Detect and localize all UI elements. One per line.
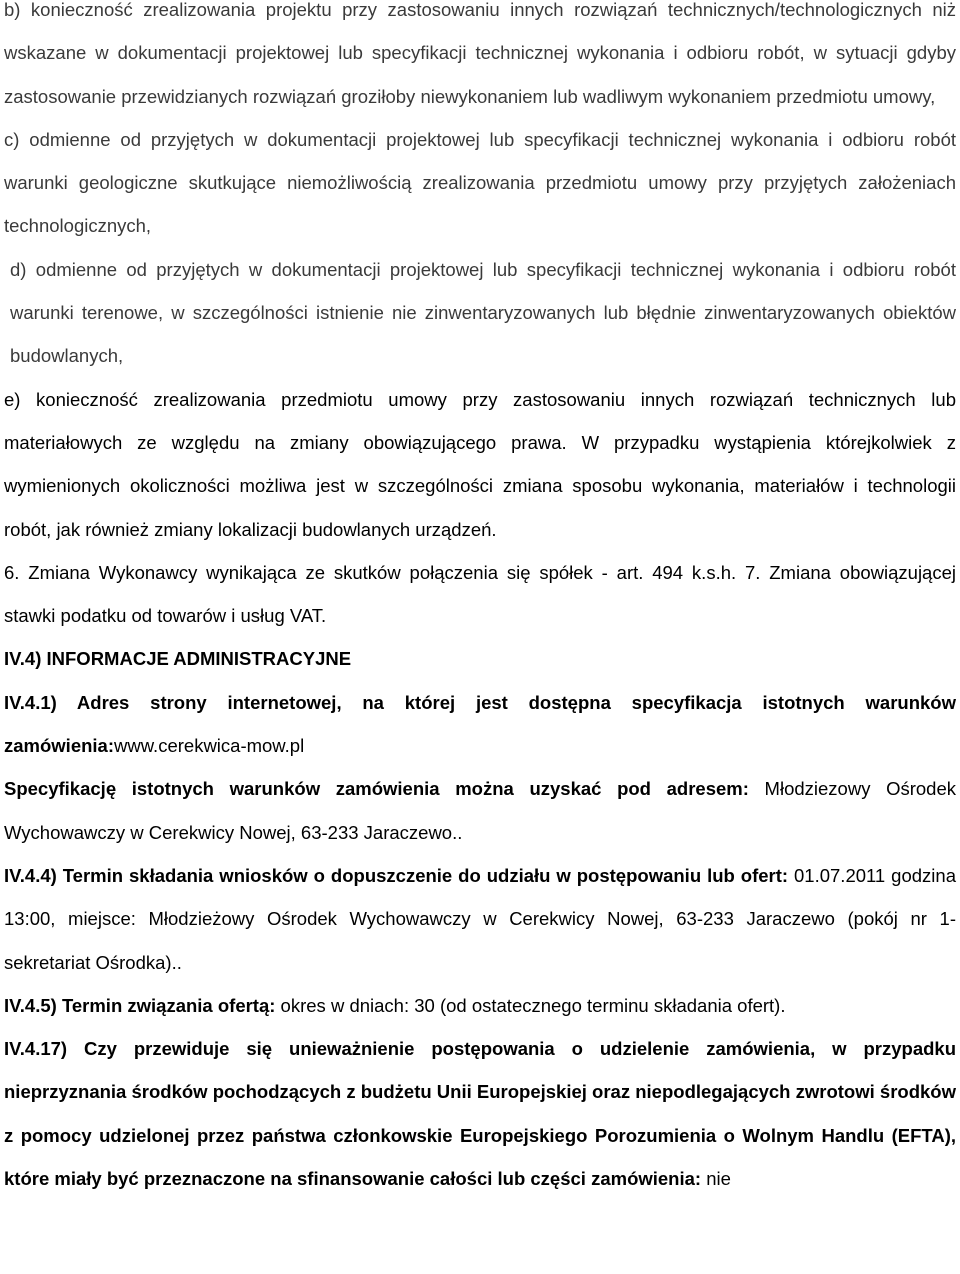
item-siwz: [4, 767, 956, 854]
siwz-value: Młodziezowy Ośrodek Wychowawczy w Cerekwicy Nowej, 63-233 Jaraczewo..: [4, 778, 957, 843]
iv44-label: IV.4.4) Termin składania wniosków o dopuszczenie do udziału w postępowaniu lub ofert:: [4, 864, 789, 886]
item-iv41: [4, 681, 956, 768]
iv45-label: IV.4.5) Termin związania ofertą:: [4, 994, 276, 1016]
item-iv45: [4, 984, 956, 1027]
iv41-link[interactable]: www.cerekwica-mow.pl: [114, 735, 305, 757]
paragraph-d: d) odmienne od przyjętych w dokumentacji projektowej lub specyfikacji technicznej wykonania i odbioru robót warunki terenowe, w szczególności istnienie nie zinwentaryzowanych lub błędnie zinwentaryzowanych obiektów budowlanych,: [10, 258, 956, 367]
paragraph-6: 6. Zmiana Wykonawcy wynikająca ze skutków połączenia się spółek - art. 494 k.s.h. 7. Zmiana obowiązującej stawki podatku od towarów i usług VAT.: [4, 561, 956, 627]
paragraph-e: e) konieczność zrealizowania przedmiotu umowy przy zastosowaniu innych rozwiązań technicznych lub materiałowych ze względu na zmiany obowiązującego prawa. W przypadku wystąpienia którejkolwiek z wymienionych okoliczności możliwa jest w szczególności zmiana sposobu wykonania, materiałów i technologii robót, jak również zmiany lokalizacji budowlanych urządzeń.: [4, 388, 956, 540]
iv45-value: okres w dniach: 30 (od ostatecznego terminu składania ofert).: [275, 994, 786, 1016]
item-iv417: [4, 1027, 956, 1200]
paragraph-b: b) konieczność zrealizowania projektu przy zastosowaniu innych rozwiązań technicznych/technologicznych niż wskazane w dokumentacji projektowej lub specyfikacji technicznej wykonania i odbioru robót, w sytuacji gdyby zastosowanie przewidzianych rozwiązań groziłoby niewykonaniem lub wadliwym wykonaniem przedmiotu umowy,: [4, 0, 956, 107]
siwz-label: Specyfikację istotnych warunków zamówienia można uzyskać pod adresem:: [4, 778, 749, 800]
iv417-label: IV.4.17) Czy przewiduje się unieważnienie postępowania o udzielenie zamówienia, w przypadku nieprzyznania środków pochodzących z budżetu Unii Europejskiej oraz niepodlegających zwrotowi środków z pomocy udzielonej przez państwa członkowskie Europejskiego Porozumienia o Wolnym Handlu (EFTA), które miały być przeznaczone na sfinansowanie całości lub części zamówienia:: [4, 1038, 956, 1190]
section-heading-iv4: IV.4) INFORMACJE ADMINISTRACYJNE: [4, 648, 352, 670]
iv44-value: 01.07.2011 godzina 13:00, miejsce: Młodzieżowy Ośrodek Wychowawczy w Cerekwicy Nowej, 63-233 Jaraczewo (pokój nr 1- sekretariat Ośrodka)..: [4, 864, 956, 973]
item-iv44: [4, 854, 956, 984]
paragraph-c: c) odmienne od przyjętych w dokumentacji projektowej lub specyfikacji technicznej wykonania i odbioru robót warunki geologiczne skutkujące niemożliwością zrealizowania przedmiotu umowy przy przyjętych założeniach technologicznych,: [4, 128, 956, 237]
iv41-label: IV.4.1) Adres strony internetowej, na której jest dostępna specyfikacja istotnych warunków zamówienia:: [4, 691, 956, 757]
iv417-value: nie: [701, 1168, 731, 1190]
